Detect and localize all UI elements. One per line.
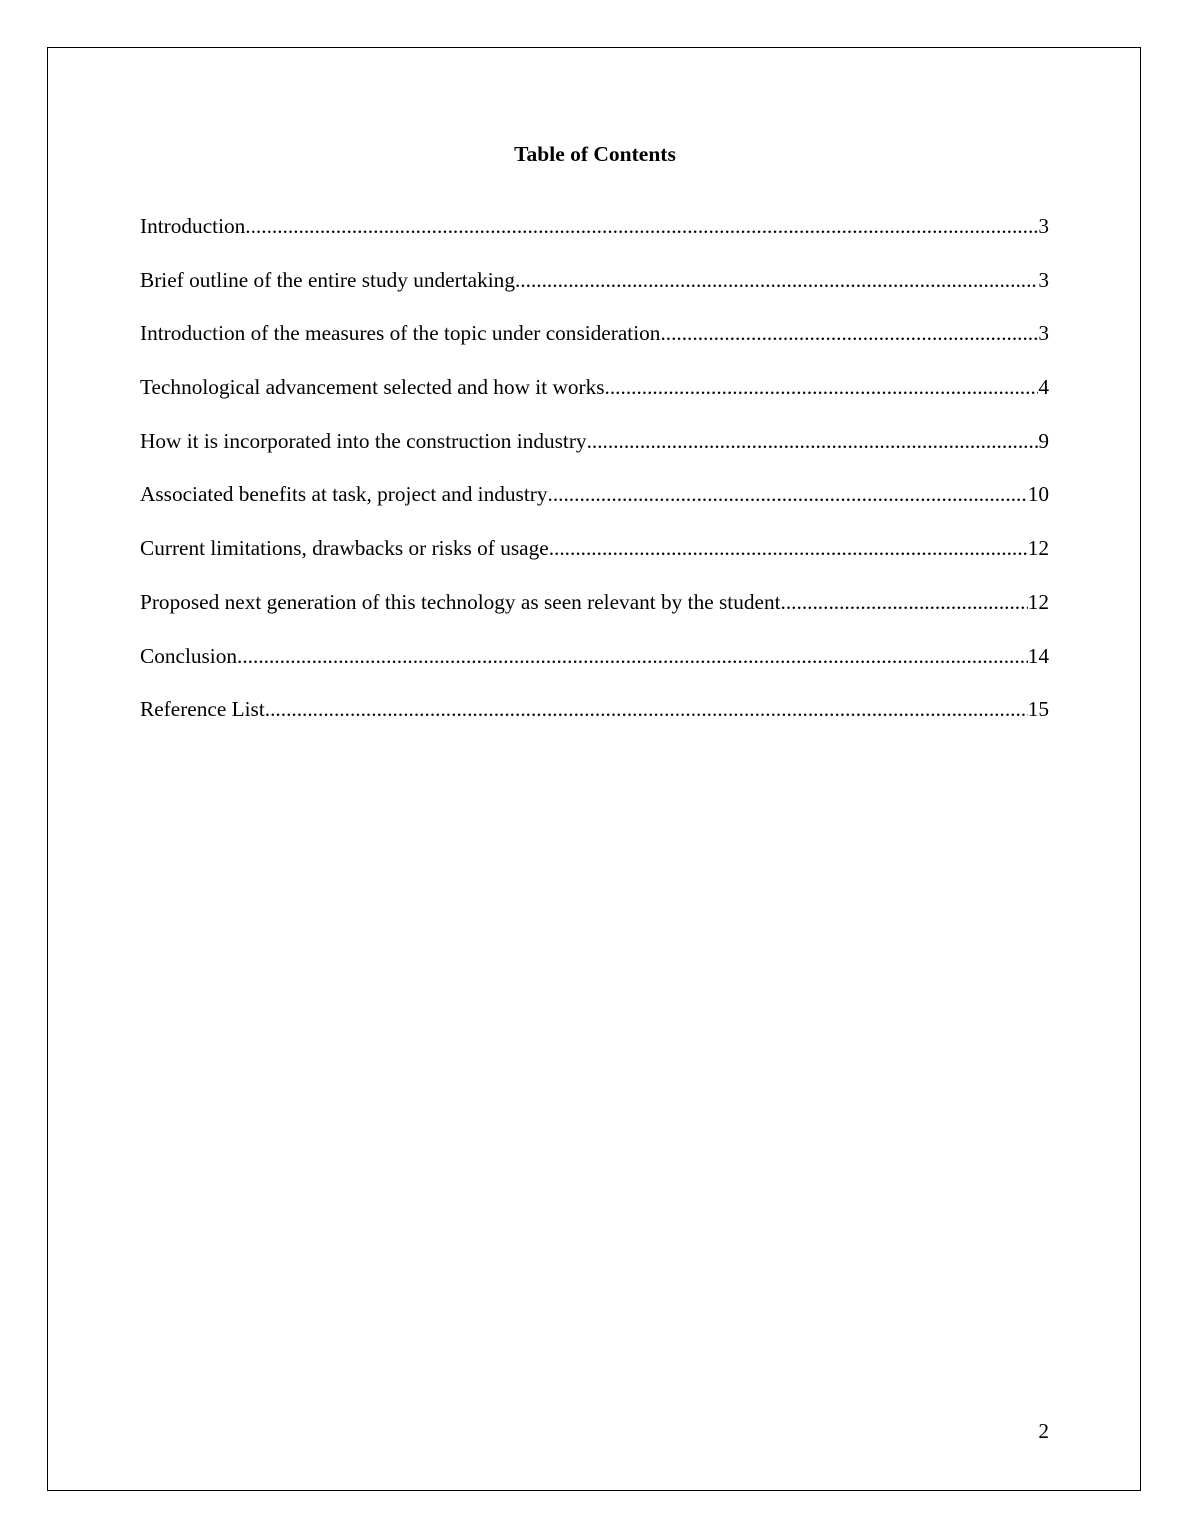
toc-entry-brief-outline[interactable] xyxy=(140,266,1049,320)
toc-dot-leader xyxy=(605,373,1039,401)
toc-entry-conclusion[interactable] xyxy=(140,642,1049,696)
toc-entry-page: 12 xyxy=(1027,536,1049,561)
toc-dot-leader xyxy=(781,588,1028,616)
toc-dot-leader xyxy=(237,642,1028,670)
toc-entry-label: Reference List xyxy=(140,697,265,722)
toc-dot-leader xyxy=(515,266,1038,294)
toc-entry-label: Current limitations, drawbacks or risks of usage xyxy=(140,536,549,561)
toc-entry-measures[interactable] xyxy=(140,319,1049,373)
page-number: 2 xyxy=(1038,1419,1049,1443)
toc-entry-label: Proposed next generation of this technology as seen relevant by the student xyxy=(140,589,781,614)
toc-entry-associated-benefits[interactable] xyxy=(140,480,1049,534)
toc-dot-leader xyxy=(587,427,1039,455)
toc-entry-page: 10 xyxy=(1027,482,1049,507)
toc-entry-introduction[interactable] xyxy=(140,212,1049,266)
toc-entry-page: 4 xyxy=(1038,375,1049,400)
toc-entry-label: Brief outline of the entire study undertaking xyxy=(140,267,515,292)
toc-entry-technological-advancement[interactable] xyxy=(140,373,1049,427)
toc-entry-label: Introduction of the measures of the topic under consideration xyxy=(140,321,661,346)
toc-entry-page: 15 xyxy=(1027,697,1049,722)
toc-entry-page: 3 xyxy=(1038,214,1049,238)
toc-entry-page: 3 xyxy=(1038,321,1049,346)
toc-list xyxy=(140,212,1049,749)
toc-entry-next-generation[interactable] xyxy=(140,588,1049,642)
toc-entry-label: Introduction xyxy=(140,214,246,238)
toc-entry-reference-list[interactable] xyxy=(140,695,1049,749)
toc-entry-label: Technological advancement selected and how it works xyxy=(140,375,605,400)
toc-dot-leader xyxy=(549,534,1028,562)
toc-entry-page: 14 xyxy=(1027,643,1049,668)
toc-dot-leader xyxy=(548,480,1028,508)
toc-entry-label: Associated benefits at task, project and industry xyxy=(140,482,548,507)
toc-dot-leader xyxy=(265,695,1028,723)
toc-entry-page: 3 xyxy=(1038,267,1049,292)
toc-title: Table of Contents xyxy=(514,142,676,166)
toc-entry-page: 12 xyxy=(1027,589,1049,614)
toc-dot-leader xyxy=(245,212,1038,240)
toc-entry-current-limitations[interactable] xyxy=(140,534,1049,588)
toc-entry-label: Conclusion xyxy=(140,643,238,668)
toc-entry-construction-industry[interactable] xyxy=(140,427,1049,481)
toc-entry-label: How it is incorporated into the construction industry xyxy=(140,428,587,453)
toc-entry-page: 9 xyxy=(1038,428,1049,453)
toc-dot-leader xyxy=(660,319,1038,347)
